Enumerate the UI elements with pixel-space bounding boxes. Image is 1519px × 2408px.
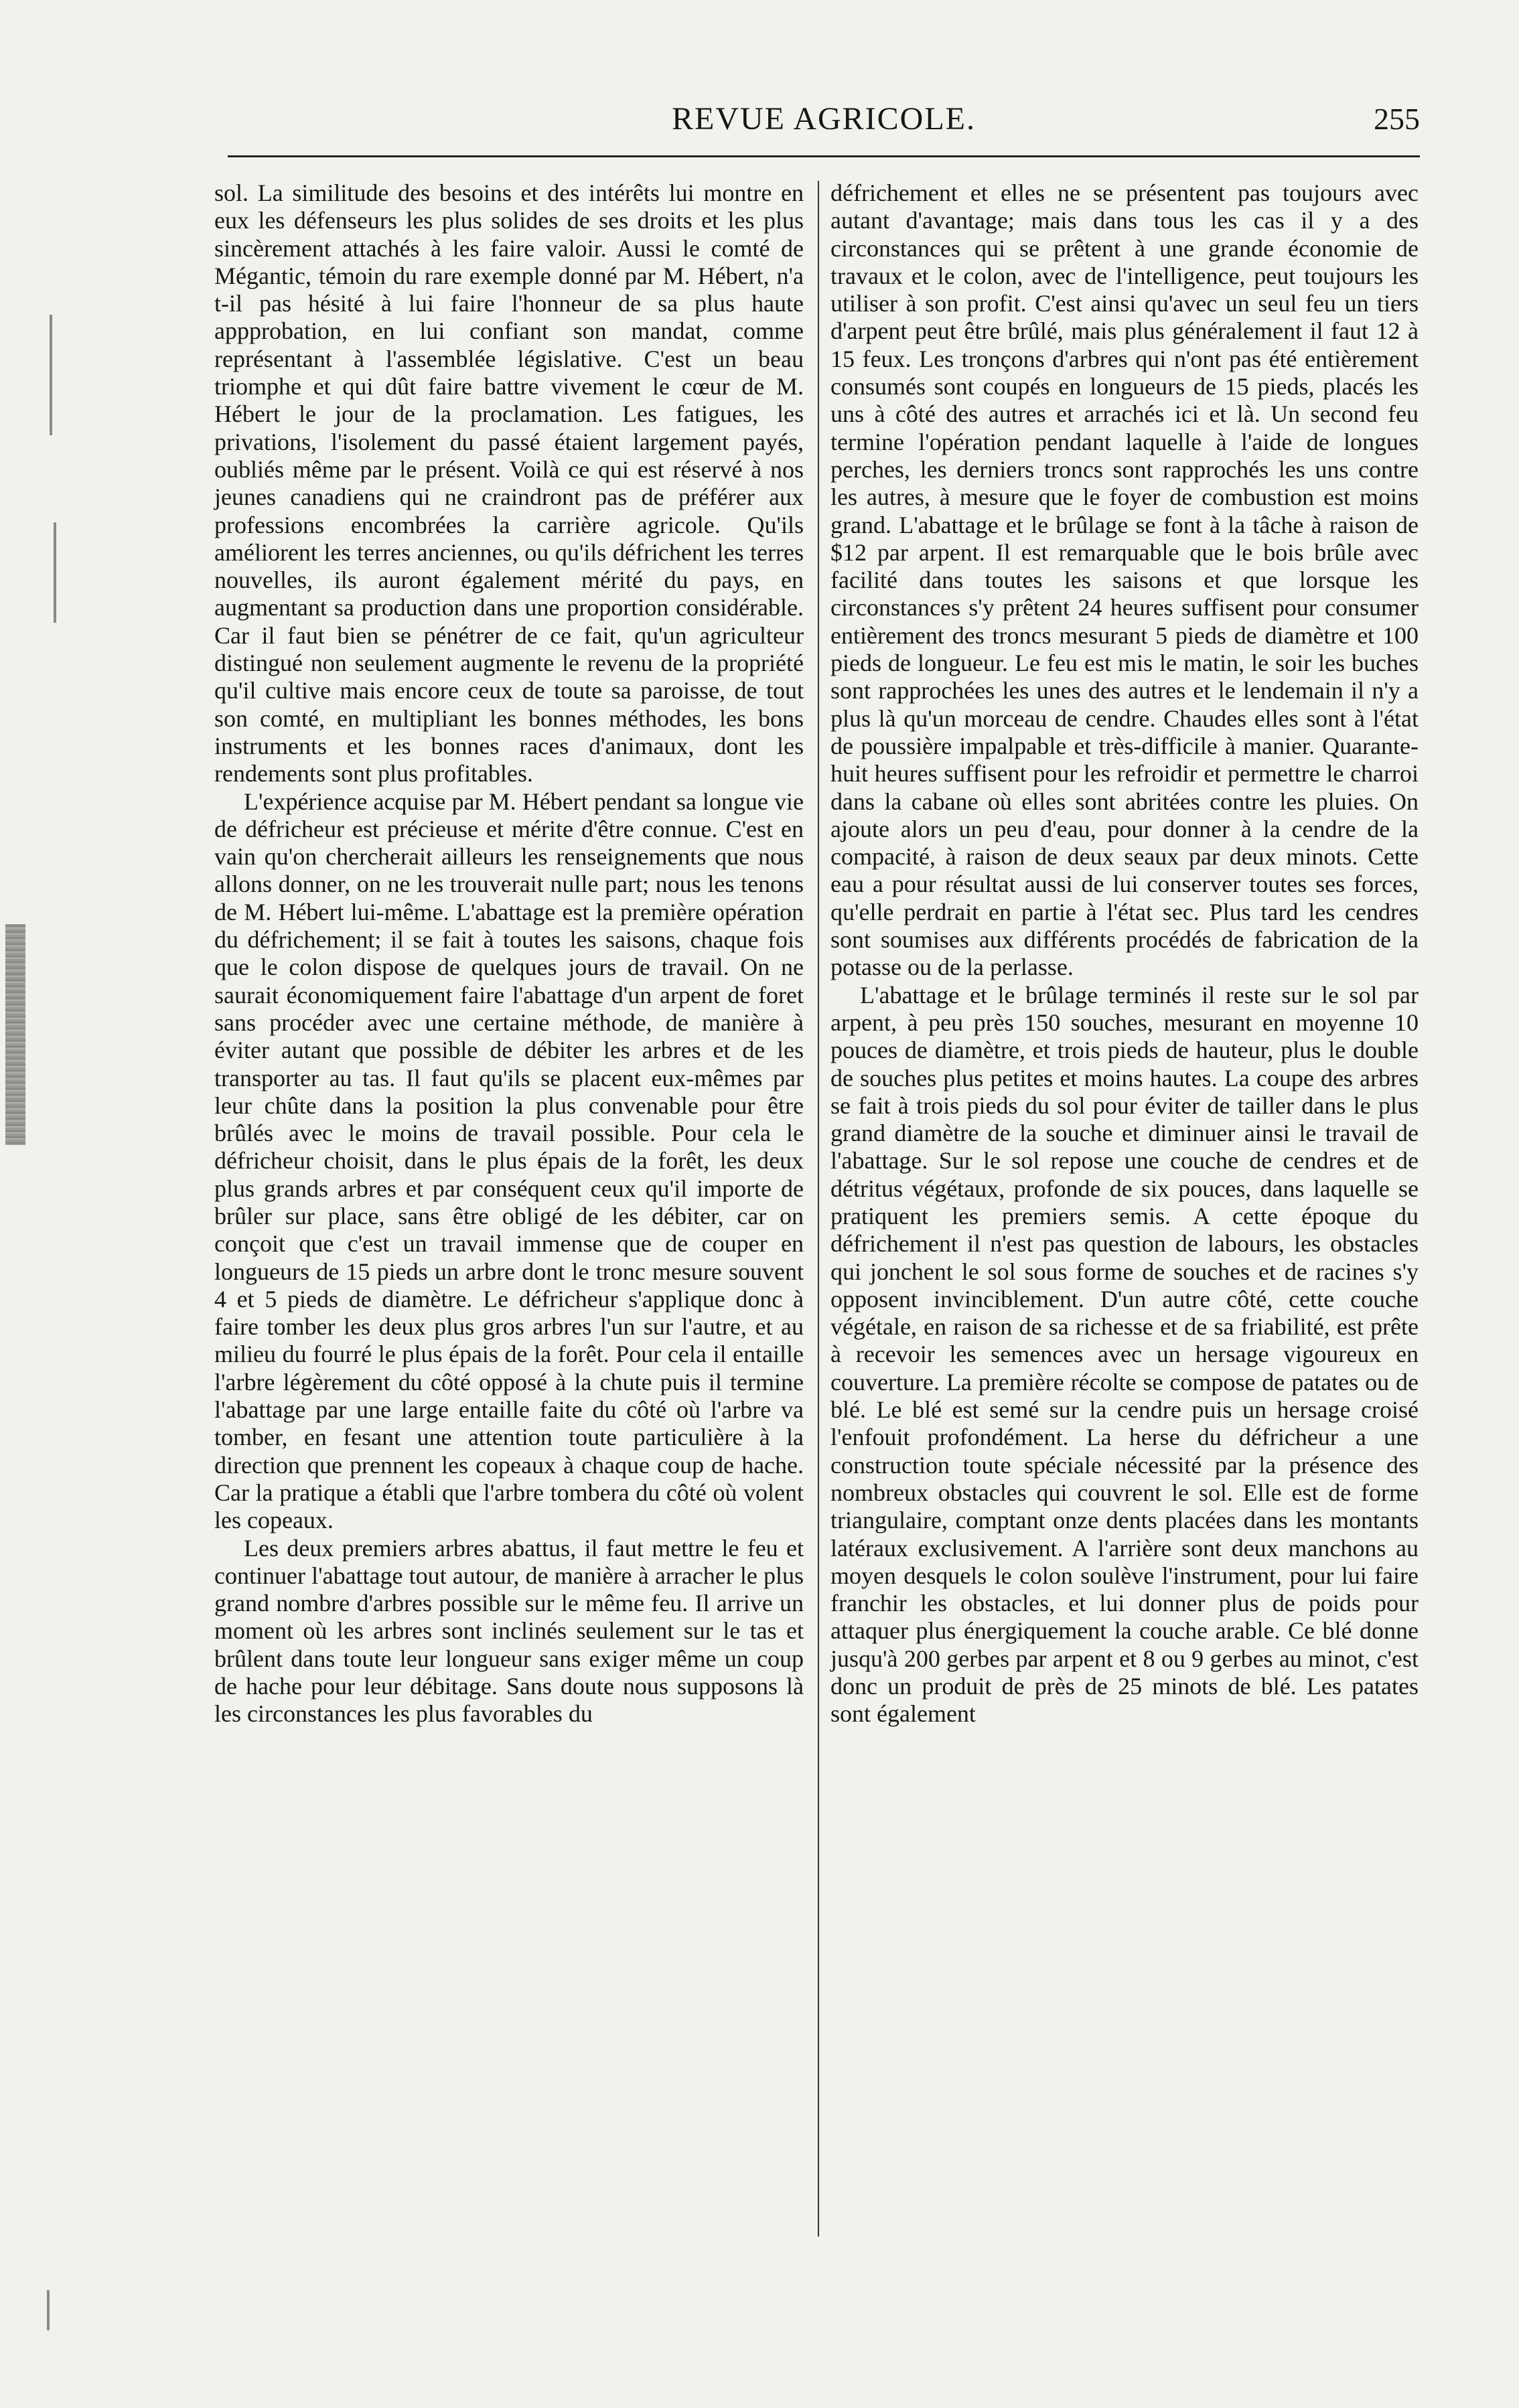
scan-artifact-mark: [54, 522, 56, 623]
paragraph: L'abattage et le brûlage terminés il reste sur le sol par arpent, à peu près 150 souches, mesurant en moyenne 10 pouces de diamètre, et trois pieds de hauteur, plus le double de souches plus petites et moins hautes. La coupe des arbres se fait à trois pieds du sol pour éviter de tailler dans le plus grand diamètre de la souche et diminuer ainsi le travail de l'abattage. Sur le sol repose une couche de cendres et de détritus végétaux, profonde de six pouces, dans laquelle se pratiquent les premiers semis. A cette époque du défrichement il n'est pas question de labours, les obstacles qui jonchent le sol sous forme de souches et de racines s'y opposent invinciblement. D'un autre côté, cette couche végétale, en raison de sa richesse et de sa friabilité, est prête à recevoir les semences avec un hersage vigoureux en couverture. La première récolte se compose de patates ou de blé. Le blé est semé sur la cendre puis un hersage croisé l'enfouit profondément. La herse du défricheur a une construction toute spéciale nécessité par la présence des nombreux obstacles qui couvrent le sol. Elle est de forme triangulaire, comptant onze dents placées dans les montants latéraux exclusivement. A l'arrière sont deux manchons au moyen desquels le colon soulève l'instrument, pour lui faire franchir les obstacles, et lui donner plus de poids pour attaquer plus énergiquement la couche arable. Ce blé donne jusqu'à 200 gerbes par arpent et 8 ou 9 gerbes au minot, c'est donc un produit de près de 25 minots de blé. Les patates sont également: [830, 981, 1419, 1728]
paragraph: Les deux premiers arbres abattus, il faut mettre le feu et continuer l'abattage tout autour, de manière à arracher le plus grand nombre d'arbres possible sur le même feu. Il arrive un moment où les arbres sont inclinés seulement sur le tas et brûlent dans toute leur longueur sans exiger même un coup de hache pour leur débitage. Sans doute nous supposons là les circonstances les plus favorables du: [214, 1534, 804, 1728]
paragraph: sol. La similitude des besoins et des intérêts lui montre en eux les défenseurs les plus solides de ses droits et les plus sincèrement attachés à les faire valoir. Aussi le comté de Mégantic, témoin du rare exemple donné par M. Hébert, n'a t-il pas hésité à lui faire l'honneur de sa plus haute appprobation, en lui confiant son mandat, comme représentant à l'assemblée législative. C'est un beau triomphe et qui dût faire battre vivement le cœur de M. Hébert le jour de la proclamation. Les fatigues, les privations, l'isolement du passé étaient largement payés, oubliés même par le présent. Voilà ce qui est réservé à nos jeunes canadiens qui ne craindront pas de préférer aux professions encombrées la carrière agricole. Qu'ils améliorent les terres anciennes, ou qu'ils défrichent les terres nouvelles, ils auront également mérité du pays, en augmentant sa production dans une proportion considérable. Car il faut bien se pénétrer de ce fait, qu'un agriculteur distingué non seulement augmente le revenu de la propriété qu'il cultive mais encore ceux de toute sa paroisse, de tout son comté, en multipliant les bonnes méthodes, les bons instruments et les bonnes races d'animaux, dont les rendements sont plus profitables.: [214, 179, 804, 787]
header-rule: [228, 155, 1420, 157]
scan-artifact-strip: [5, 924, 25, 1145]
page-header: [228, 92, 1420, 146]
paragraph: L'expérience acquise par M. Hébert pendant sa longue vie de défricheur est précieuse et mérite d'être connue. C'est en vain qu'on chercherait ailleurs les renseignements que nous allons donner, on ne les trouverait nulle part; nous les tenons de M. Hébert lui-même. L'abattage est la première opération du défrichement; il se fait à toutes les saisons, chaque fois que le colon dispose de quelques jours de travail. On ne saurait économiquement faire l'abattage d'un arpent de foret sans procéder avec une certaine méthode, de manière à éviter autant que possible de débiter les arbres et de les transporter au tas. Il faut qu'ils se placent eux-mêmes par leur chûte dans la position la plus convenable pour être brûlés avec le moins de travail possible. Pour cela le défricheur choisit, dans le plus épais de la forêt, les deux plus grands arbres et par conséquent ceux qu'il importe de brûler sur place, sans être obligé de les débiter, car on conçoit que c'est un travail immense que de couper en longueurs de 15 pieds un arbre dont le tronc mesure souvent 4 et 5 pieds de diamètre. Le défricheur s'applique donc à faire tomber les deux plus gros arbres l'un sur l'autre, et au milieu du fourré le plus épais de la forêt. Pour cela il entaille l'arbre légèrement du côté opposé à la chute puis il termine l'abattage par une large entaille faite du côté où l'arbre va tomber, en fesant une attention toute particulière à la direction que prennent les copeaux à chaque coup de hache. Car la pratique a établi que l'arbre tombera du côté où volent les copeaux.: [214, 787, 804, 1534]
page-number: 255: [1374, 102, 1420, 136]
column-divider: [818, 181, 819, 2237]
scan-artifact-mark: [47, 2290, 50, 2330]
scan-artifact-mark: [50, 315, 52, 435]
running-title: REVUE AGRICOLE.: [672, 101, 976, 137]
left-column: [214, 179, 804, 1728]
right-column: [830, 179, 1419, 1728]
paragraph: défrichement et elles ne se présentent pas toujours avec autant d'avantage; mais dans tous les cas il y a des circonstances qui se prêtent à une grande économie de travaux et le colon, avec de l'intelligence, peut toujours les utiliser à son profit. C'est ainsi qu'avec un seul feu un tiers d'arpent peut être brûlé, mais plus généralement il faut 12 à 15 feux. Les tronçons d'arbres qui n'ont pas été entièrement consumés sont coupés en longueurs de 15 pieds, placés les uns à côté des autres et arrachés ici et là. Un second feu termine l'opération pendant laquelle à l'aide de longues perches, les derniers troncs sont rapprochés les uns contre les autres, à mesure que le foyer de combustion est moins grand. L'abattage et le brûlage se font à la tâche à raison de $12 par arpent. Il est remarquable que le bois brûle avec facilité dans toutes les saisons et que lorsque les circonstances s'y prêtent 24 heures suffisent pour consumer entièrement des troncs mesurant 5 pieds de diamètre et 100 pieds de longueur. Le feu est mis le matin, le soir les buches sont rapprochées les unes des autres et le lendemain il n'y a plus là qu'un morceau de cendre. Chaudes elles sont à l'état de poussière impalpable et très-difficile à manier. Quarante-huit heures suffisent pour les refroidir et permettre le charroi dans la cabane où elles sont abritées contre les pluies. On ajoute alors un peu d'eau, pour donner à la cendre de la compacité, à raison de deux seaux par deux minots. Cette eau a pour résultat aussi de lui conserver toutes ses forces, qu'elle perdrait en partie à l'état sec. Plus tard les cendres sont soumises aux différents procédés de fabrication de la potasse ou de la perlasse.: [830, 179, 1419, 981]
